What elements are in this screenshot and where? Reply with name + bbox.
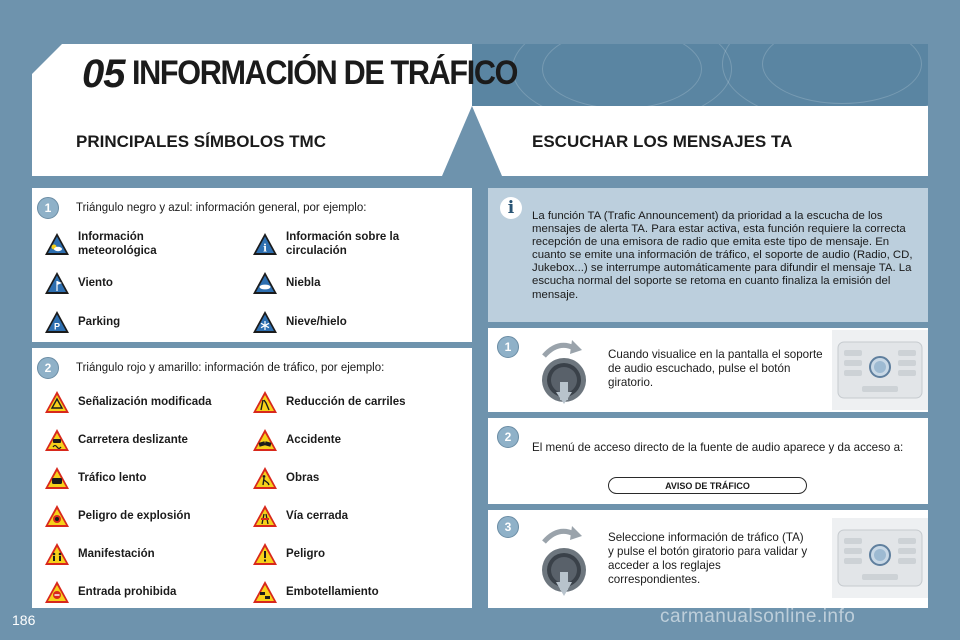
symbol-item: Accidente <box>252 428 341 452</box>
svg-text:i: i <box>263 243 267 255</box>
right-section-title: ESCUCHAR LOS MENSAJES TA <box>532 132 793 151</box>
lane-reduction-triangle-icon <box>252 390 278 414</box>
symbol-item: Señalización modificada <box>44 390 212 414</box>
left-section-title: PRINCIPALES SÍMBOLOS TMC <box>76 132 326 151</box>
section-badge-2: 2 <box>37 357 59 379</box>
radio-faceplate-icon <box>832 330 928 410</box>
rotary-knob-rotate-icon <box>534 520 598 604</box>
chapter-number: 05 <box>82 52 125 96</box>
symbol-item: P Parking <box>44 310 120 334</box>
demonstration-triangle-icon <box>44 542 70 566</box>
accident-triangle-icon <box>252 428 278 452</box>
symbol-item: Entrada prohibida <box>44 580 176 604</box>
symbol-item: Viento <box>44 271 113 295</box>
subheader-divider <box>442 106 502 176</box>
traffic-info-triangle-icon <box>252 232 278 256</box>
watermark: carmanualsonline.info <box>660 606 856 627</box>
symbol-item: i Información sobre la circulación <box>252 230 426 258</box>
ta-info-text: La función TA (Trafic Announcement) da prioridad a la escucha de los mensajes de alerta TA. Para estar activa, esta función requiere la correcta recepción de una emisora de radio que emita este tipo de mensaje. En cuanto se emite una información de tráfico, el soporte de audio (Radio, CD, Jukebox...) se interrumpe automáticamente para difundir el mensaje TA. La escucha normal del soporte se retoma en cuanto finaliza la emisión del mensaje. <box>532 210 913 301</box>
radio-faceplate-icon <box>832 518 928 598</box>
fog-triangle-icon <box>252 271 278 295</box>
step-3-text: Seleccione información de tráfico (TA) y pulse el botón giratorio para validar y acceder a los reglajes correspondientes. <box>608 531 808 586</box>
section2-intro: Triángulo rojo y amarillo: información de tráfico, por ejemplo: <box>76 362 385 374</box>
step-1-text: Cuando visualice en la pantalla el soporte de audio escuchado, pulse el botón giratorio. <box>608 348 823 389</box>
radio-unit-image <box>832 518 928 598</box>
symbol-item: Manifestación <box>44 542 155 566</box>
symbol-item: Niebla <box>252 271 321 295</box>
snow-ice-triangle-icon <box>252 310 278 334</box>
weather-triangle-icon <box>44 232 70 256</box>
step-2-text: El menú de acceso directo de la fuente de audio aparece y da acceso a: <box>532 441 904 454</box>
radio-unit-image <box>832 330 928 410</box>
svg-text:P: P <box>53 321 61 332</box>
traffic-jam-triangle-icon <box>252 580 278 604</box>
roadworks-triangle-icon <box>252 466 278 490</box>
symbol-item: Embotellamiento <box>252 580 379 604</box>
symbol-item: Vía cerrada <box>252 504 348 528</box>
modified-signs-triangle-icon <box>44 390 70 414</box>
road-closed-triangle-icon <box>252 504 278 528</box>
step-badge-1: 1 <box>497 336 519 358</box>
parking-triangle-icon <box>44 310 70 334</box>
step-badge-2: 2 <box>497 426 519 448</box>
symbol-item: Reducción de carriles <box>252 390 406 414</box>
info-icon: i <box>500 197 522 219</box>
traffic-notice-option[interactable]: AVISO DE TRÁFICO <box>608 477 807 494</box>
danger-triangle-icon <box>252 542 278 566</box>
section1-intro: Triángulo negro y azul: información general, por ejemplo: <box>76 202 367 214</box>
rotary-knob-press-icon <box>534 334 598 408</box>
symbol-item: Obras <box>252 466 319 490</box>
no-entry-triangle-icon <box>44 580 70 604</box>
symbol-item: Carretera deslizante <box>44 428 188 452</box>
symbol-item: Nieve/hielo <box>252 310 347 334</box>
explosion-danger-triangle-icon <box>44 504 70 528</box>
symbol-item: Información meteorológica <box>44 230 188 258</box>
symbol-item: Tráfico lento <box>44 466 146 490</box>
section-badge-1: 1 <box>37 197 59 219</box>
slippery-road-triangle-icon <box>44 428 70 452</box>
symbol-item: Peligro de explosión <box>44 504 190 528</box>
slow-traffic-triangle-icon <box>44 466 70 490</box>
symbol-item: Peligro <box>252 542 325 566</box>
page-number: 186 <box>12 612 36 628</box>
header-map-band <box>472 44 928 106</box>
header-corner-cut <box>32 44 62 74</box>
wind-triangle-icon <box>44 271 70 295</box>
page-title: INFORMACIÓN DE TRÁFICO <box>132 54 518 92</box>
step-badge-3: 3 <box>497 516 519 538</box>
